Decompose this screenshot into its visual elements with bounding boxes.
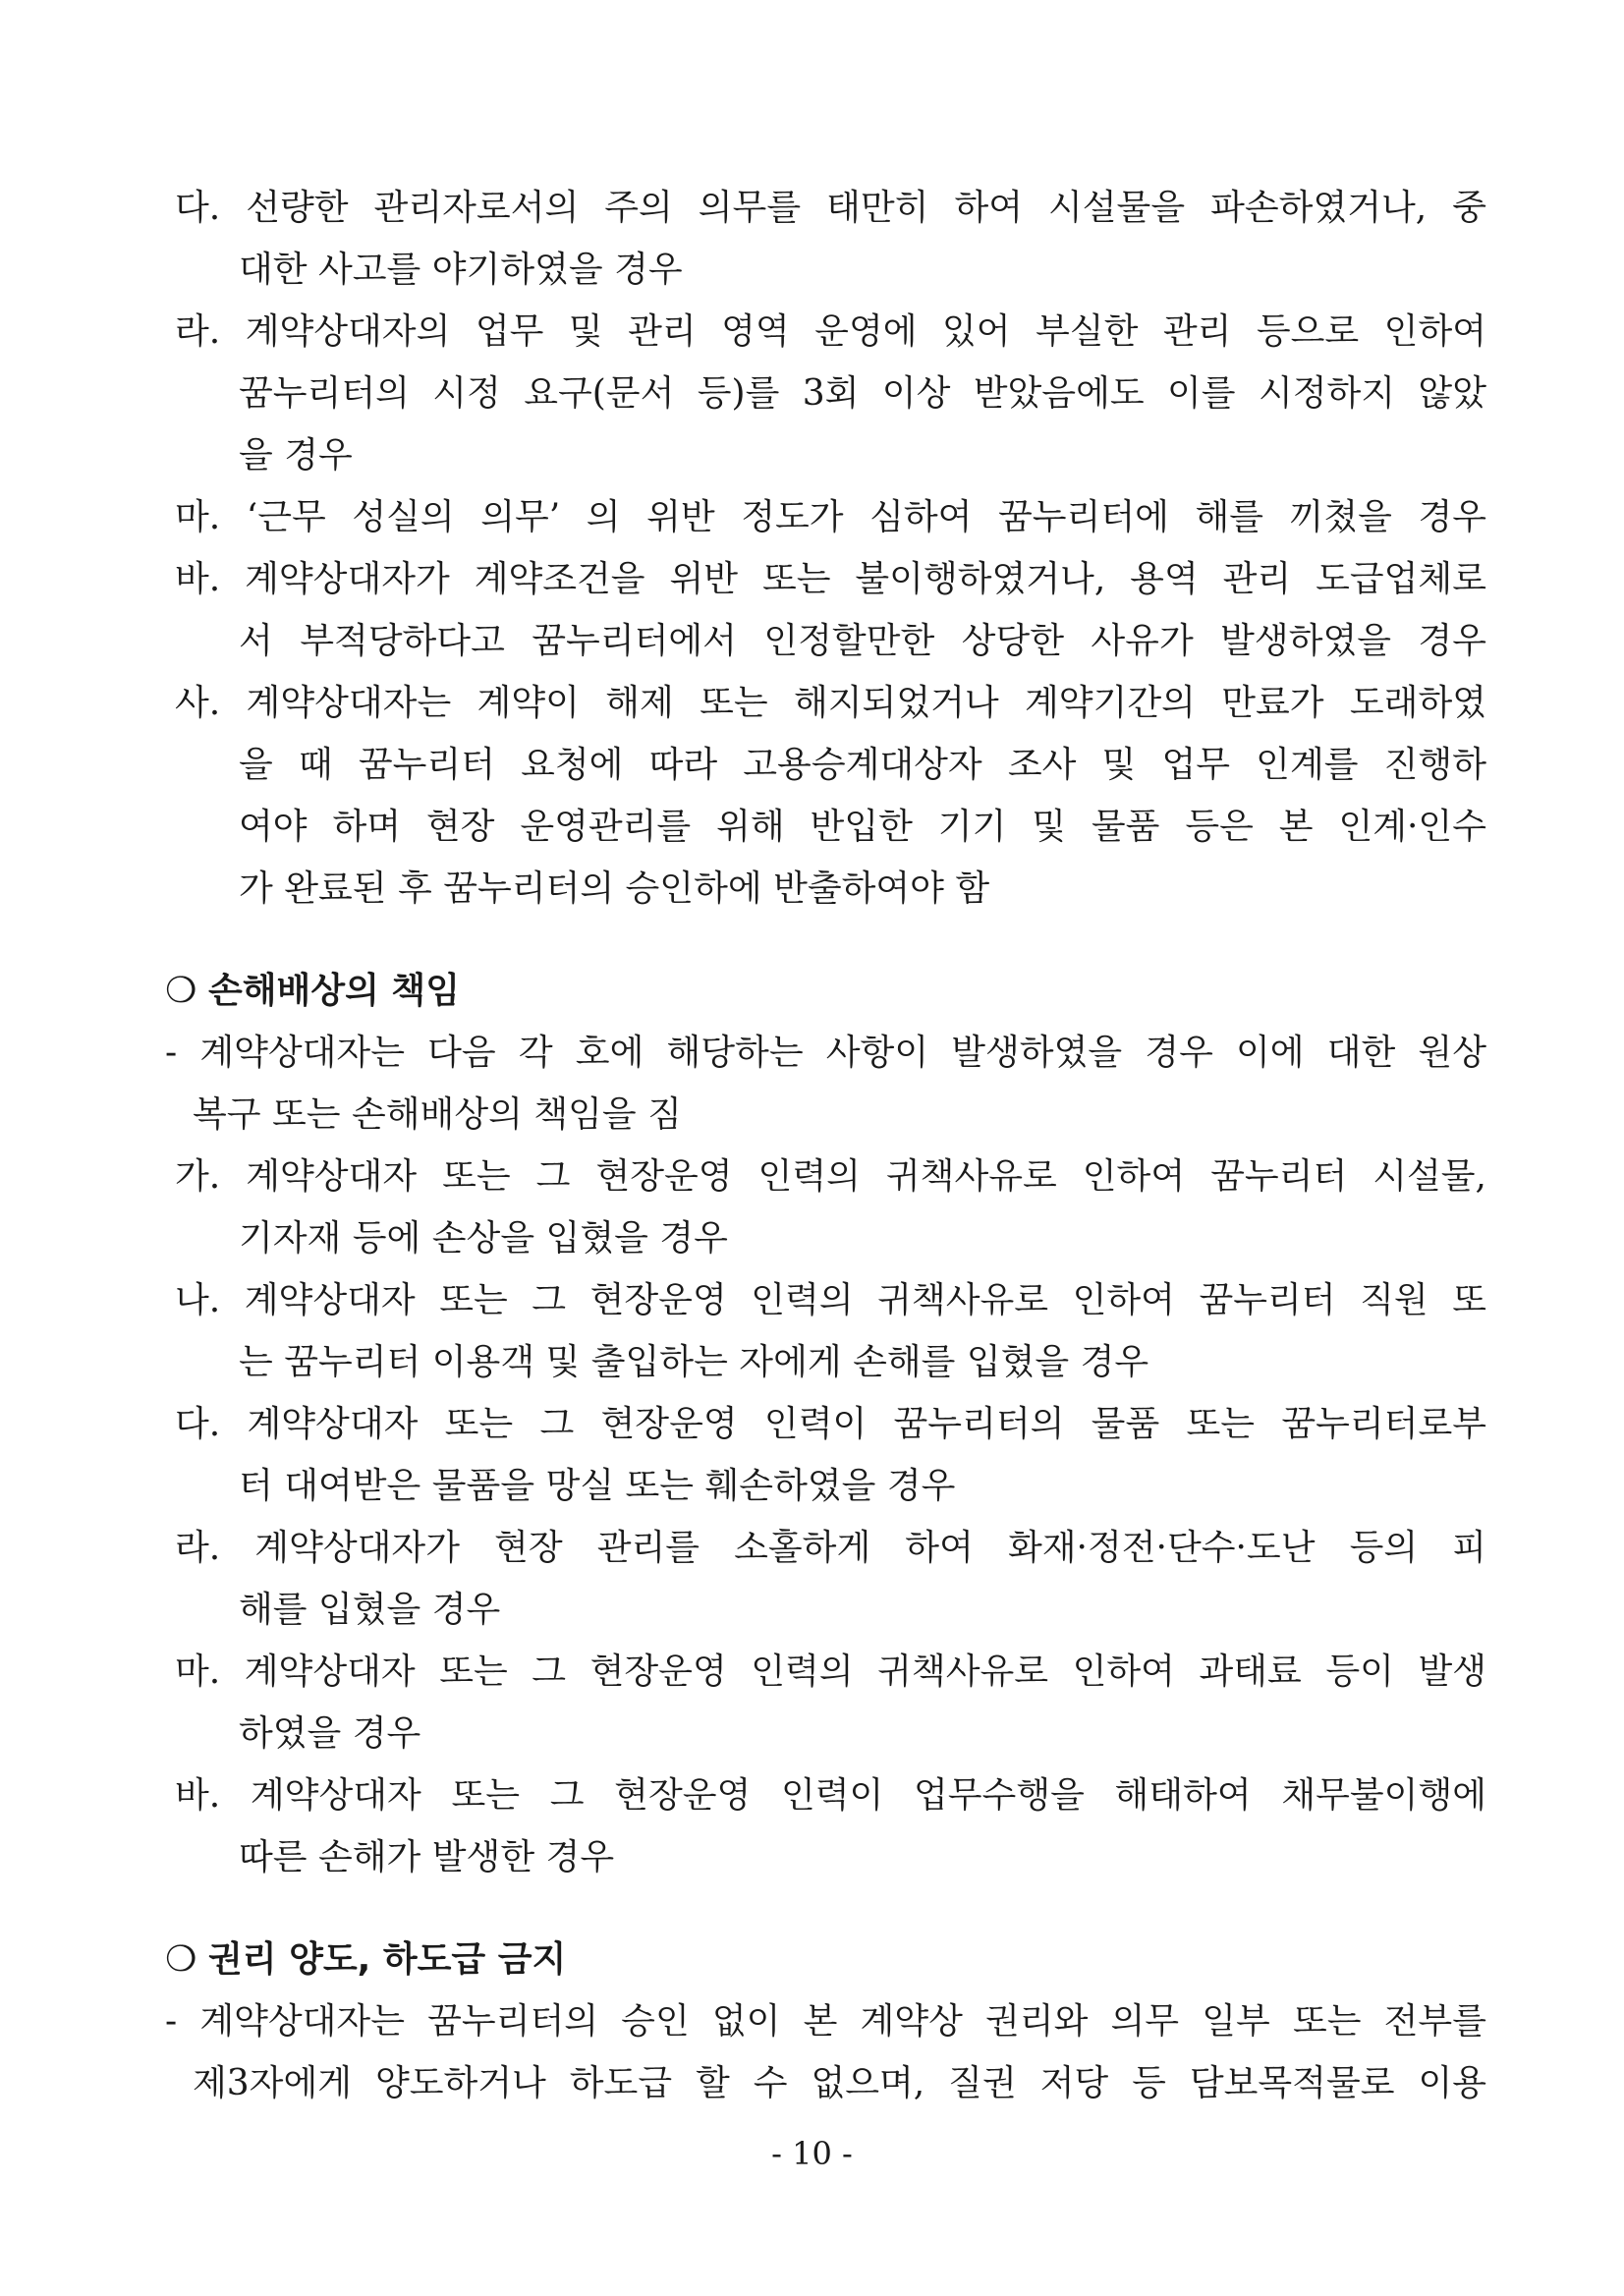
item-line: 꿈누리터의 시정 요구(문서 등)를 3회 이상 받았음에도 이를 시정하지 않았 (239, 373, 1486, 414)
section-heading-damages (165, 960, 1486, 1022)
list-item (165, 1146, 1486, 1269)
heading-text: 손해배상의 책임 (208, 971, 460, 1011)
damages-intro (165, 1022, 1486, 1146)
item-line: 사. 계약상대자는 계약이 해제 또는 해지되었거나 계약기간의 만료가 도래하였 (175, 683, 1486, 723)
termination-items (165, 177, 1486, 920)
item-line: 하였을 경우 (239, 1713, 421, 1754)
item-line: 기자재 등에 손상을 입혔을 경우 (239, 1218, 728, 1259)
item-line: 서 부적당하다고 꿈누리터에서 인정할만한 상당한 사유가 발생하였을 경우 (239, 621, 1486, 661)
item-line: 가. 계약상대자 또는 그 현장운영 인력의 귀책사유로 인하여 꿈누리터 시설물, (175, 1156, 1486, 1197)
circle-bullet-icon: ❍ (165, 1939, 197, 1980)
list-item (165, 301, 1486, 486)
item-line: 다. 선량한 관리자로서의 주의 의무를 태만히 하여 시설물을 파손하였거나, 중 (175, 188, 1486, 228)
page-number: - 10 - (771, 2135, 853, 2172)
item-line: 을 때 꿈누리터 요청에 따라 고용승계대상자 조사 및 업무 인계를 진행하 (239, 745, 1486, 785)
item-line: 바. 계약상대자가 계약조건을 위반 또는 불이행하였거나, 용역 관리 도급업체로 (175, 559, 1486, 599)
item-line: 바. 계약상대자 또는 그 현장운영 인력이 업무수행을 해태하여 채무불이행에 (175, 1775, 1486, 1816)
list-item (165, 486, 1486, 548)
item-line: 는 꿈누리터 이용객 및 출입하는 자에게 손해를 입혔을 경우 (239, 1342, 1149, 1382)
list-item (165, 1641, 1486, 1764)
item-line: 대한 사고를 야기하였을 경우 (239, 250, 683, 290)
item-line: 따른 손해가 발생한 경우 (239, 1837, 615, 1877)
list-item (165, 1393, 1486, 1517)
list-item (165, 1269, 1486, 1393)
item-line: 다. 계약상대자 또는 그 현장운영 인력이 꿈누리터의 물품 또는 꿈누리터로부 (175, 1404, 1486, 1444)
item-line: 나. 계약상대자 또는 그 현장운영 인력의 귀책사유로 인하여 꿈누리터 직원 또 (175, 1280, 1486, 1320)
list-item (165, 1517, 1486, 1641)
damages-items (165, 1146, 1486, 1888)
section-heading-transfer (165, 1929, 1486, 1990)
item-line: 여야 하며 현장 운영관리를 위해 반입한 기기 및 물품 등은 본 인계·인수 (239, 807, 1486, 847)
circle-bullet-icon: ❍ (165, 971, 197, 1011)
intro-line: 제3자에게 양도하거나 하도급 할 수 없으며, 질권 저당 등 담보목적물로 이용 (193, 2063, 1486, 2103)
item-line: 을 경우 (239, 435, 353, 476)
list-item (165, 672, 1486, 920)
list-item (165, 177, 1486, 301)
item-line: 해를 입혔을 경우 (239, 1590, 501, 1630)
list-item (165, 548, 1486, 672)
heading-text: 권리 양도, 하도급 금지 (208, 1939, 567, 1980)
list-item (165, 1764, 1486, 1888)
page-content (165, 177, 1486, 2114)
item-line: 라. 계약상대자가 현장 관리를 소홀하게 하여 화재·정전·단수·도난 등의 피 (175, 1528, 1486, 1568)
intro-line: 복구 또는 손해배상의 책임을 짐 (193, 1094, 682, 1135)
item-line: 터 대여받은 물품을 망실 또는 훼손하였을 경우 (239, 1466, 956, 1506)
intro-line: - 계약상대자는 다음 각 호에 해당하는 사항이 발생하였을 경우 이에 대한 원상 (165, 1033, 1486, 1073)
item-line: 마. ‘근무 성실의 의무’ 의 위반 정도가 심하여 꿈누리터에 해를 끼쳤을 경우 (175, 497, 1486, 537)
item-line: 라. 계약상대자의 업무 및 관리 영역 운영에 있어 부실한 관리 등으로 인하여 (175, 311, 1486, 352)
intro-line: - 계약상대자는 꿈누리터의 승인 없이 본 계약상 권리와 의무 일부 또는 전부를 (165, 2001, 1486, 2042)
item-line: 마. 계약상대자 또는 그 현장운영 인력의 귀책사유로 인하여 과태료 등이 발생 (175, 1652, 1486, 1692)
transfer-intro (165, 1990, 1486, 2114)
item-line: 가 완료된 후 꿈누리터의 승인하에 반출하여야 함 (239, 868, 990, 909)
